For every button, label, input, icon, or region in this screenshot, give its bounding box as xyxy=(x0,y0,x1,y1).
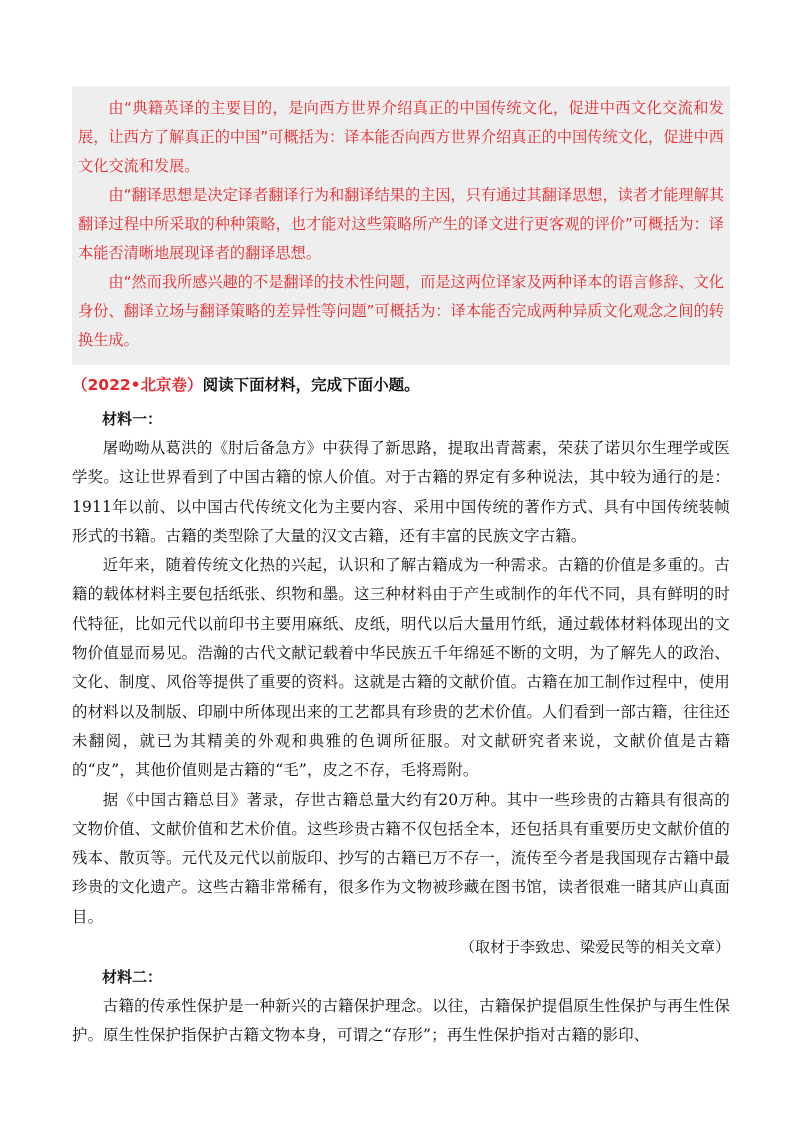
material-1-paragraph-1: 屠呦呦从葛洪的《肘后备急方》中获得了新思路，提取出青蒿素，荣获了诺贝尔生理学或医学奖。这让世界看到了中国古籍的惊人价值。对于古籍的界定有多种说法，其中较为通行的是：1911年以前、以中国古代传统文化为主要内容、采用中国传统的著作方式、具有中国传统装帧形式的书籍。古籍的类型除了大量的汉文古籍，还有丰富的民族文字古籍。 xyxy=(72,439,730,545)
material-1-paragraph-2: 近年来，随着传统文化热的兴起，认识和了解古籍成为一种需求。古籍的价值是多重的。古籍的载体材料主要包括纸张、织物和墨。这三种材料由于产生或制作的年代不同，具有鲜明的时代特征，比如元代以前印书主要用麻纸、皮纸，明代以后大量用竹纸，通过载体材料体现出的文物价值显而易见。浩瀚的古代文献记载着中华民族五千年绵延不断的文明，为了解先人的政治、文化、制度、风俗等提供了重要的资料。这就是古籍的文献价值。古籍在加工制作过程中，使用的材料以及制版、印刷中所体现出来的工艺都具有珍贵的艺术价值。人们看到一部古籍，往往还未翻阅，就已为其精美的外观和典雅的色调所征服。对文献研究者来说，文献价值是古籍的“皮”，其他价值则是古籍的“毛”，皮之不存，毛将焉附。 xyxy=(72,556,730,780)
material-2-heading: 材料二： xyxy=(102,968,163,987)
material-2-paragraph-1: 古籍的传承性保护是一种新兴的古籍保护理念。以往，古籍保护提倡原生性保护与再生性保护。原生性保护指保护古籍文物本身，可谓之“存形”；再生性保护指对古籍的影印、 xyxy=(72,997,730,1045)
material-1-source: （取材于李致忠、梁爱民等的相关文章） xyxy=(459,938,730,957)
material-1-paragraph-3: 据《中国古籍总目》著录，存世古籍总量大约有20万种。其中一些珍贵的古籍具有很高的文物价值、文献价值和艺术价值。这些珍贵古籍不仅包括全本，还包括具有重要历史文献价值的残本、散页等。元代及元代以前版印、抄写的古籍已万不存一，流传至今者是我国现存古籍中最珍贵的文化遗产。这些古籍非常稀有，很多作为文物被珍藏在图书馆，读者很难一睹其庐山真面目。 xyxy=(72,790,730,926)
question-header xyxy=(72,372,730,398)
material-1-heading: 材料一： xyxy=(102,410,163,428)
answer-paragraph-1: 由“典籍英译的主要目的，是向西方世界介绍真正的中国传统文化，促进中西文化交流和发展，让西方了解真正的中国”可概括为：译本能否向西方世界介绍真正的中国传统文化，促进中西文化交流和发展。 xyxy=(78,99,724,175)
answer-highlight-box xyxy=(72,86,730,365)
answer-paragraph-2: 由“翻译思想是决定译者翻译行为和翻译结果的主因，只有通过其翻译思想，读者才能理解其翻译过程中所采取的种种策略，也才能对这些策略所产生的译文进行更客观的评价”可概括为：译本能否清晰地展现译者的翻译思想。 xyxy=(78,186,724,262)
answer-paragraph-3: 由“然而我所感兴趣的不是翻译的技术性问题，而是这两位译家及两种译本的语言修辞、文化身份、翻译立场与翻译策略的差异性等问题”可概括为：译本能否完成两种异质文化观念之间的转换生成。 xyxy=(78,273,724,349)
materials-body xyxy=(72,404,730,1051)
question-source-label: （2022•北京卷） xyxy=(72,376,203,394)
question-instruction: 阅读下面材料，完成下面小题。 xyxy=(202,376,420,394)
